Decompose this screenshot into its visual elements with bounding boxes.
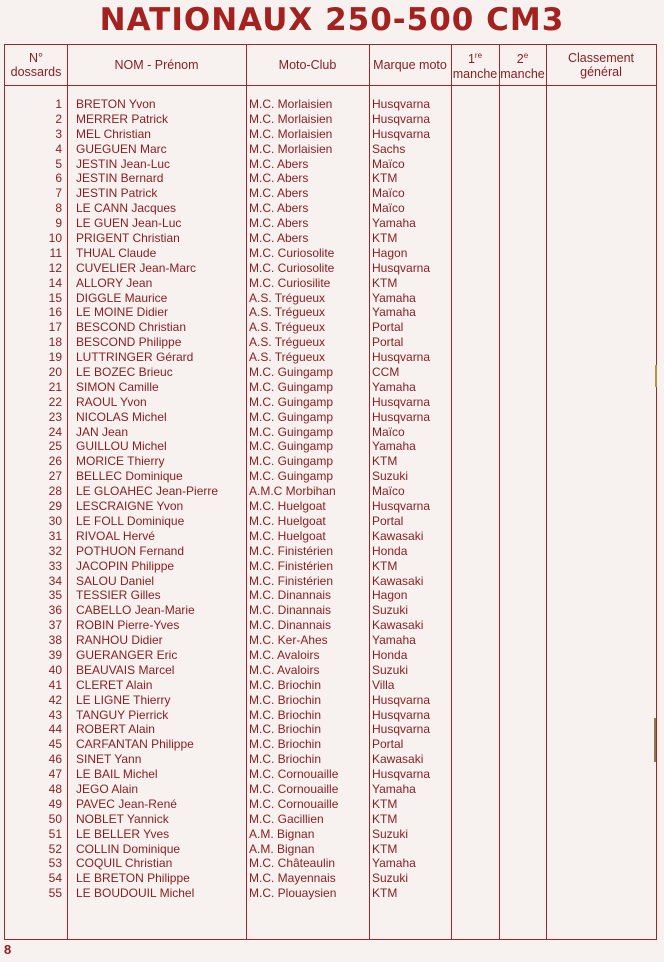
moto-club: A.S. Trégueux	[249, 320, 326, 335]
dossard-number: 47	[48, 767, 62, 782]
moto-brand: Husqvarna	[372, 260, 431, 275]
moto-club: M.C. Dinannais	[249, 618, 332, 633]
rider-name: THUAL Claude	[76, 245, 157, 260]
dossard-number: 20	[48, 365, 62, 380]
table-row	[5, 186, 656, 201]
moto-club: M.C. Ker-Ahes	[249, 633, 328, 648]
dossard-number: 31	[48, 528, 62, 543]
dossard-number: 35	[48, 588, 62, 603]
table-row	[5, 514, 656, 529]
moto-brand: Suzuki	[372, 871, 409, 886]
moto-brand: CCM	[372, 365, 400, 380]
moto-club: M.C. Huelgoat	[249, 528, 326, 543]
table-row	[5, 678, 656, 693]
rider-name: MORICE Thierry	[76, 454, 165, 469]
moto-brand: Maïco	[372, 424, 405, 439]
table-row	[5, 797, 656, 812]
header-m1-num: 1	[467, 52, 475, 67]
moto-club: M.C. Gacillien	[249, 811, 324, 826]
rider-name: JESTIN Bernard	[76, 171, 164, 186]
dossard-number: 42	[48, 692, 62, 707]
dossard-number: 22	[48, 394, 62, 409]
table-row	[5, 142, 656, 157]
moto-club: M.C. Curiosolite	[249, 245, 335, 260]
dossard-number: 27	[48, 469, 62, 484]
moto-club: M.C. Guingamp	[249, 409, 334, 424]
moto-brand: Yamaha	[372, 781, 416, 796]
table-row	[5, 469, 656, 484]
rider-name: ALLORY Jean	[76, 275, 153, 290]
moto-club: M.C. Briochin	[249, 752, 322, 767]
table-row	[5, 827, 656, 842]
dossard-number: 37	[48, 618, 62, 633]
rider-name: SINET Yann	[76, 752, 142, 767]
rider-name: LE BOZEC Brieuc	[76, 365, 173, 380]
rider-name: BELLEC Dominique	[76, 469, 183, 484]
binding-mark	[654, 718, 656, 762]
dossard-number: 16	[48, 305, 62, 320]
rider-name: COLLIN Dominique	[76, 841, 181, 856]
dossard-number: 24	[48, 424, 62, 439]
header-name: NOM - Prénom	[114, 58, 199, 72]
table-row	[5, 425, 656, 440]
moto-brand: Kawasaki	[372, 573, 424, 588]
header-brand: Marque moto	[373, 58, 447, 72]
header-number-line1: N°	[28, 51, 43, 65]
moto-club: M.C. Abers	[249, 216, 309, 231]
dossard-number: 9	[55, 216, 62, 231]
header-club: Moto-Club	[278, 58, 337, 72]
table-row	[5, 157, 656, 172]
moto-club: M.C. Guingamp	[249, 379, 334, 394]
moto-club: M.C. Avaloirs	[249, 662, 320, 677]
header-manche-2	[499, 45, 546, 85]
table-row	[5, 335, 656, 350]
rider-name: NICOLAS Michel	[76, 409, 167, 424]
moto-club: M.C. Curiosolite	[249, 260, 335, 275]
table-row	[5, 782, 656, 797]
dossard-number: 49	[48, 796, 62, 811]
moto-club: A.S. Trégueux	[249, 305, 326, 320]
dossard-number: 23	[48, 409, 62, 424]
moto-club: M.C. Briochin	[249, 677, 322, 692]
moto-club: M.C. Abers	[249, 186, 309, 201]
rider-name: LESCRAIGNE Yvon	[76, 499, 184, 514]
moto-club: M.C. Curiosilite	[249, 275, 331, 290]
table-row	[5, 722, 656, 737]
rider-name: LE CANN Jacques	[76, 201, 177, 216]
rider-name: GUILLOU Michel	[76, 439, 167, 454]
moto-brand: Husqvarna	[372, 499, 431, 514]
moto-club: A.M. Bignan	[249, 826, 315, 841]
moto-brand: Hagon	[372, 245, 408, 260]
dossard-number: 6	[55, 171, 62, 186]
table-row	[5, 812, 656, 827]
moto-brand: Yamaha	[372, 216, 416, 231]
table-row	[5, 693, 656, 708]
binding-mark	[655, 365, 657, 387]
dossard-number: 38	[48, 633, 62, 648]
dossard-number: 34	[48, 573, 62, 588]
dossard-number: 41	[48, 677, 62, 692]
table-row	[5, 588, 656, 603]
dossard-number: 3	[55, 126, 62, 141]
dossard-number: 14	[48, 275, 62, 290]
rider-name: RIVOAL Hervé	[76, 528, 155, 543]
dossard-number: 21	[48, 379, 62, 394]
moto-brand: KTM	[372, 558, 398, 573]
rider-name: JEGO Alain	[76, 781, 139, 796]
rider-name: JACOPIN Philippe	[76, 558, 175, 573]
rider-name: LE BAIL Michel	[76, 767, 158, 782]
dossard-number: 45	[48, 737, 62, 752]
table-row	[5, 767, 656, 782]
moto-brand: Husqvarna	[372, 97, 431, 111]
table-row	[5, 201, 656, 216]
moto-brand: KTM	[372, 171, 398, 186]
dossard-number: 50	[48, 811, 62, 826]
table-row	[5, 752, 656, 767]
table-row	[5, 663, 656, 678]
rider-name: LE LIGNE Thierry	[76, 692, 171, 707]
moto-brand: Yamaha	[372, 439, 416, 454]
moto-brand: Portal	[372, 513, 404, 528]
header-m2-sup: e	[523, 51, 529, 61]
moto-club: M.C. Finistérien	[249, 558, 334, 573]
moto-club: M.C. Plouaysien	[249, 886, 337, 901]
moto-brand: Portal	[372, 320, 404, 335]
rider-name: SALOU Daniel	[76, 573, 155, 588]
moto-club: M.C. Guingamp	[249, 424, 334, 439]
moto-club: M.C. Briochin	[249, 692, 322, 707]
header-number-line2: dossards	[10, 65, 62, 79]
moto-brand: Husqvarna	[372, 126, 431, 141]
moto-club: M.C. Guingamp	[249, 394, 334, 409]
moto-club: M.C. Briochin	[249, 722, 322, 737]
moto-brand: Maïco	[372, 186, 405, 201]
dossard-number: 19	[48, 350, 62, 365]
dossard-number: 43	[48, 707, 62, 722]
moto-club: M.C. Briochin	[249, 737, 322, 752]
dossard-number: 2	[55, 111, 62, 126]
moto-club: M.C. Cornouaille	[249, 796, 339, 811]
table-row	[5, 499, 656, 514]
moto-club: M.C. Morlaisien	[249, 126, 333, 141]
moto-club: M.C. Abers	[249, 201, 309, 216]
dossard-number: 8	[55, 201, 62, 216]
table-row	[5, 439, 656, 454]
moto-club: M.C. Guingamp	[249, 469, 334, 484]
table-row	[5, 410, 656, 425]
moto-club: M.C. Avaloirs	[249, 647, 320, 662]
table-row	[5, 231, 656, 246]
dossard-number: 54	[48, 871, 62, 886]
header-general	[546, 45, 656, 85]
rider-name: CUVELIER Jean-Marc	[76, 260, 197, 275]
dossard-number: 17	[48, 320, 62, 335]
moto-brand: Honda	[372, 647, 408, 662]
table-row	[5, 395, 656, 410]
moto-club: M.C. Huelgoat	[249, 513, 326, 528]
moto-brand: Yamaha	[372, 379, 416, 394]
table-row	[5, 544, 656, 559]
table-row	[5, 291, 656, 306]
moto-brand: Portal	[372, 335, 404, 350]
moto-club: M.C. Mayennais	[249, 871, 336, 886]
table-row	[5, 574, 656, 589]
dossard-number: 33	[48, 558, 62, 573]
header-m1-label: manche	[452, 66, 498, 81]
table-row	[5, 559, 656, 574]
moto-club: M.C. Guingamp	[249, 454, 334, 469]
rider-name: POTHUON Fernand	[76, 543, 185, 558]
moto-club: M.C. Morlaisien	[249, 97, 333, 111]
rider-name: JESTIN Patrick	[76, 186, 158, 201]
table-row	[5, 97, 656, 112]
moto-brand: KTM	[372, 796, 398, 811]
header-general-line1: Classement	[568, 51, 634, 65]
moto-club: A.S. Trégueux	[249, 290, 326, 305]
dossard-number: 30	[48, 513, 62, 528]
moto-club: M.C. Châteaulin	[249, 856, 336, 871]
moto-brand: KTM	[372, 811, 398, 826]
moto-brand: Portal	[372, 737, 404, 752]
header-divider	[5, 85, 656, 86]
table-row	[5, 529, 656, 544]
rider-name: GUEGUEN Marc	[76, 141, 167, 156]
page-number: 8	[4, 942, 12, 957]
table-row	[5, 127, 656, 142]
table-row	[5, 305, 656, 320]
moto-brand: Maïco	[372, 156, 405, 171]
header-general-line2: général	[580, 65, 622, 79]
moto-brand: KTM	[372, 275, 398, 290]
rider-name: RANHOU Didier	[76, 633, 163, 648]
rider-name: RAOUL Yvon	[76, 394, 147, 409]
dossard-number: 7	[55, 186, 62, 201]
rider-name: LE MOINE Didier	[76, 305, 169, 320]
moto-brand: Husqvarna	[372, 394, 431, 409]
table-row	[5, 618, 656, 633]
dossard-number: 40	[48, 662, 62, 677]
rider-name: LE BOUDOUIL Michel	[76, 886, 195, 901]
moto-club: M.C. Abers	[249, 171, 309, 186]
moto-brand: Suzuki	[372, 662, 409, 677]
rider-name: LUTTRINGER Gérard	[76, 350, 194, 365]
rider-name: LE BELLER Yves	[76, 826, 170, 841]
dossard-number: 11	[49, 245, 62, 260]
table-row	[5, 708, 656, 723]
table-row	[5, 454, 656, 469]
rider-name: LE BRETON Philippe	[76, 871, 190, 886]
dossard-number: 46	[48, 752, 62, 767]
entries-table	[4, 44, 657, 940]
dossard-number: 18	[48, 335, 62, 350]
dossard-number: 39	[48, 647, 62, 662]
dossard-number: 53	[48, 856, 62, 871]
table-row	[5, 320, 656, 335]
rider-name: CARFANTAN Philippe	[76, 737, 194, 752]
moto-club: M.C. Dinannais	[249, 603, 332, 618]
moto-club: M.C. Dinannais	[249, 588, 332, 603]
header-number	[5, 45, 67, 85]
moto-brand: Husqvarna	[372, 707, 431, 722]
moto-brand: Villa	[372, 677, 395, 692]
table-row	[5, 886, 656, 901]
moto-club: M.C. Cornouaille	[249, 781, 339, 796]
rider-name: MERRER Patrick	[76, 111, 169, 126]
page-title: NATIONAUX 250-500 CM3	[99, 2, 565, 38]
table-row	[5, 171, 656, 186]
dossard-number: 1	[55, 97, 62, 111]
rider-name: JESTIN Jean-Luc	[76, 156, 171, 171]
moto-brand: Yamaha	[372, 290, 416, 305]
moto-brand: Yamaha	[372, 633, 416, 648]
dossard-number: 15	[48, 290, 62, 305]
moto-brand: Husqvarna	[372, 692, 431, 707]
moto-brand: Sachs	[372, 141, 406, 156]
dossard-number: 12	[48, 260, 62, 275]
moto-club: M.C. Huelgoat	[249, 499, 326, 514]
table-row	[5, 737, 656, 752]
moto-brand: Maïco	[372, 201, 405, 216]
moto-club: M.C. Guingamp	[249, 365, 334, 380]
moto-brand: Kawasaki	[372, 752, 424, 767]
table-row	[5, 261, 656, 276]
moto-club: A.M. Bignan	[249, 841, 315, 856]
table-body	[5, 97, 656, 901]
moto-club: M.C. Morlaisien	[249, 141, 333, 156]
table-row	[5, 216, 656, 231]
moto-brand: Suzuki	[372, 826, 409, 841]
header-m2-num: 2	[516, 52, 524, 67]
table-row	[5, 484, 656, 499]
table-row	[5, 112, 656, 127]
moto-brand: Hagon	[372, 588, 408, 603]
rider-name: ROBERT Alain	[76, 722, 155, 737]
moto-club: M.C. Finistérien	[249, 543, 334, 558]
moto-brand: Kawasaki	[372, 618, 424, 633]
dossard-number: 51	[48, 826, 62, 841]
rider-name: BESCOND Christian	[76, 320, 187, 335]
rider-name: LE GLOAHEC Jean-Pierre	[76, 484, 219, 499]
moto-brand: Husqvarna	[372, 767, 431, 782]
moto-brand: Husqvarna	[372, 111, 431, 126]
table-row	[5, 276, 656, 291]
moto-brand: Kawasaki	[372, 528, 424, 543]
moto-club: M.C. Morlaisien	[249, 111, 333, 126]
table-row	[5, 350, 656, 365]
moto-club: M.C. Abers	[249, 231, 309, 246]
rider-name: PAVEC Jean-René	[76, 796, 177, 811]
rider-name: PRIGENT Christian	[76, 231, 180, 246]
moto-brand: Husqvarna	[372, 409, 431, 424]
dossard-number: 44	[48, 722, 62, 737]
dossard-number: 55	[48, 886, 62, 901]
moto-brand: KTM	[372, 886, 398, 901]
moto-brand: Husqvarna	[372, 722, 431, 737]
moto-brand: Yamaha	[372, 856, 416, 871]
moto-brand: Honda	[372, 543, 408, 558]
table-row	[5, 648, 656, 663]
dossard-number: 26	[48, 454, 62, 469]
rider-name: BEAUVAIS Marcel	[76, 662, 175, 677]
table-row	[5, 842, 656, 857]
moto-club: M.C. Briochin	[249, 707, 322, 722]
rider-name: MEL Christian	[76, 126, 151, 141]
rider-name: NOBLET Yannick	[76, 811, 169, 826]
moto-club: A.M.C Morbihan	[249, 484, 336, 499]
table-row	[5, 246, 656, 261]
moto-brand: Suzuki	[372, 469, 409, 484]
dossard-number: 10	[48, 231, 62, 246]
rider-name: ROBIN Pierre-Yves	[76, 618, 180, 633]
rider-name: LE GUEN Jean-Luc	[76, 216, 182, 231]
header-m2-label: manche	[500, 66, 545, 81]
rider-name: DIGGLE Maurice	[76, 290, 168, 305]
moto-club: M.C. Finistérien	[249, 573, 334, 588]
moto-club: M.C. Guingamp	[249, 439, 334, 454]
dossard-number: 52	[48, 841, 62, 856]
dossard-number: 4	[55, 141, 62, 156]
table-row	[5, 871, 656, 886]
rider-name: CLERET Alain	[76, 677, 153, 692]
dossard-number: 28	[48, 484, 62, 499]
dossard-number: 36	[48, 603, 62, 618]
rider-name: COQUIL Christian	[76, 856, 173, 871]
rider-name: LE FOLL Dominique	[76, 513, 185, 528]
moto-brand: Husqvarna	[372, 350, 431, 365]
header-m1-sup: re	[474, 51, 483, 61]
moto-club: M.C. Cornouaille	[249, 767, 339, 782]
moto-club: A.S. Trégueux	[249, 335, 326, 350]
moto-brand: Yamaha	[372, 305, 416, 320]
dossard-number: 29	[48, 499, 62, 514]
rider-name: BESCOND Philippe	[76, 335, 182, 350]
moto-club: M.C. Abers	[249, 156, 309, 171]
rider-name: BRETON Yvon	[76, 97, 156, 111]
rider-name: TESSIER Gilles	[76, 588, 161, 603]
table-row	[5, 365, 656, 380]
table-row	[5, 380, 656, 395]
rider-name: JAN Jean	[76, 424, 129, 439]
table-row	[5, 633, 656, 648]
dossard-number: 25	[48, 439, 62, 454]
dossard-number: 32	[48, 543, 62, 558]
moto-club: A.S. Trégueux	[249, 350, 326, 365]
moto-brand: Maïco	[372, 484, 405, 499]
dossard-number: 5	[55, 156, 62, 171]
table-row	[5, 603, 656, 618]
moto-brand: KTM	[372, 231, 398, 246]
dossard-number: 48	[48, 781, 62, 796]
moto-brand: KTM	[372, 841, 398, 856]
table-row	[5, 856, 656, 871]
rider-name: SIMON Camille	[76, 379, 159, 394]
rider-name: CABELLO Jean-Marie	[76, 603, 195, 618]
header-manche-1	[451, 45, 499, 85]
moto-brand: KTM	[372, 454, 398, 469]
rider-name: TANGUY Pierrick	[76, 707, 169, 722]
moto-brand: Suzuki	[372, 603, 409, 618]
rider-name: GUERANGER Eric	[76, 647, 178, 662]
